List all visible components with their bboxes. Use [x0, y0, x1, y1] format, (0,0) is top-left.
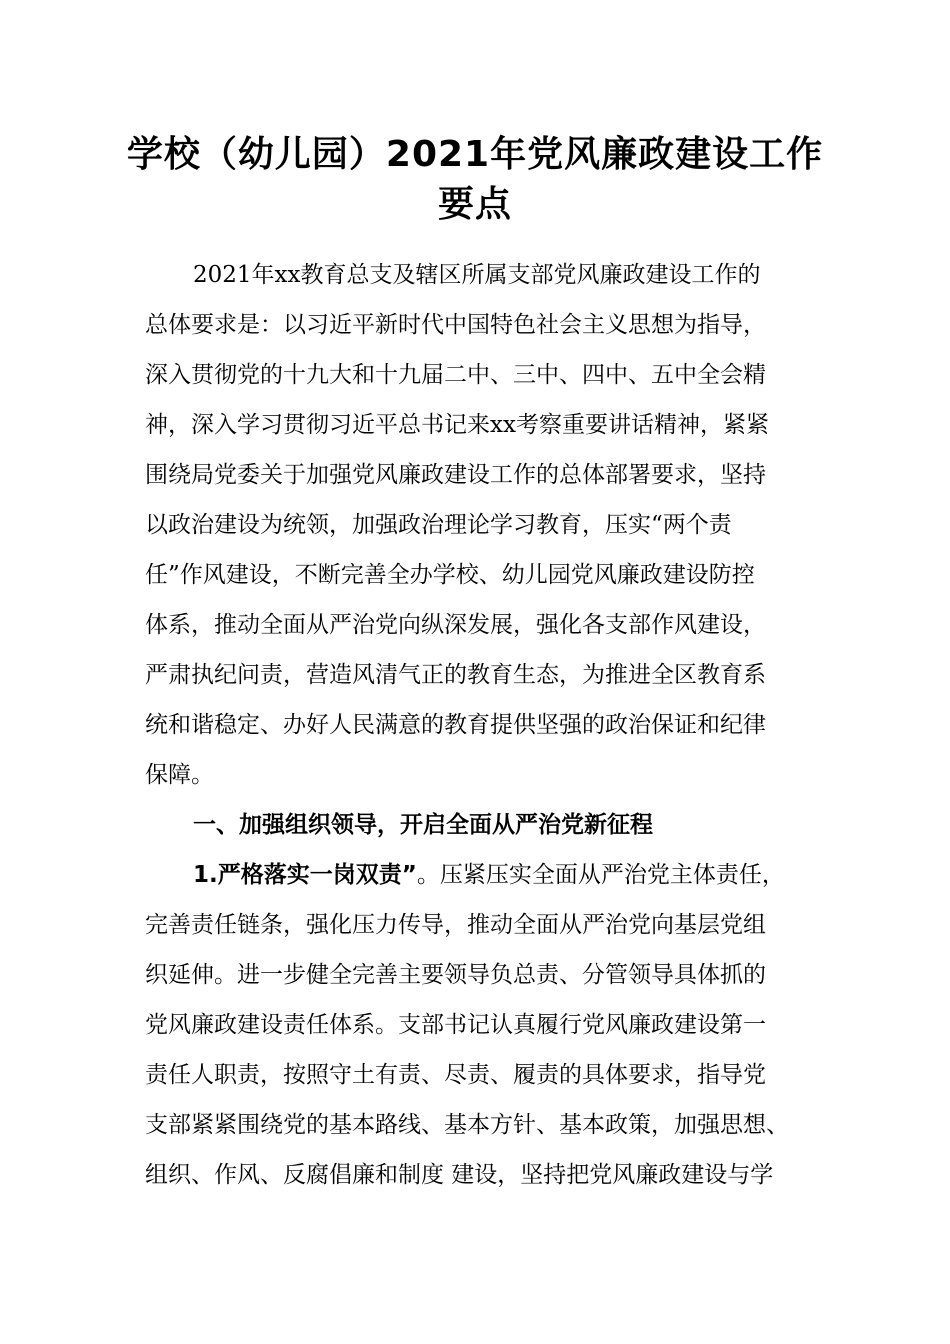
item-1-first-line-rest: 。压紧压实全面从严治党主体责任，	[416, 862, 785, 888]
item-1-line-3: 织延伸。进一步健全完善主要领导负总责、分管领导具体抓的	[145, 962, 766, 988]
intro-line-9: 严肃执纪问责，营造风清气正的教育生态，为推进全区教育系	[145, 662, 766, 688]
item-1-line-4: 党风廉政建设责任体系。支部书记认真履行党风廉政建设第一	[145, 1012, 766, 1038]
intro-line-4: 神，深入学习贯彻习近平总书记来xx考察重要讲话精神，紧紧	[145, 412, 769, 438]
item-1-line-7: 组织、作风、反腐倡廉和制度 建设，坚持把党风廉政建设与学	[145, 1162, 774, 1188]
document-title-line-1: 学校（幼儿园）2021年党风廉政建设工作	[126, 134, 824, 175]
intro-line-6: 以政治建设为统领，加强政治理论学习教育，压实“两个责	[145, 512, 732, 538]
intro-line-2: 总体要求是：以习近平新时代中国特色社会主义思想为指导，	[145, 312, 766, 338]
intro-line-10: 统和谐稳定、办好人民满意的教育提供坚强的政治保证和纪律	[145, 712, 766, 738]
section-1-heading: 一、加强组织领导，开启全面从严治党新征程	[193, 812, 653, 838]
intro-line-7: 任”作风建设，不断完善全办学校、幼儿园党风廉政建设防控	[145, 562, 755, 588]
intro-line-1: 2021年xx教育总支及辖区所属支部党风廉政建设工作的	[193, 262, 761, 288]
intro-line-5: 围绕局党委关于加强党风廉政建设工作的总体部署要求，坚持	[145, 462, 766, 488]
intro-line-8: 体系，推动全面从严治党向纵深发展，强化各支部作风建设，	[145, 612, 766, 638]
document-title-line-2: 要点	[437, 184, 512, 225]
item-1-line-6: 支部紧紧围绕党的基本路线、基本方针、基本政策，加强思想、	[145, 1112, 789, 1138]
item-1-first-line	[193, 860, 785, 890]
intro-line-3: 深入贯彻党的十九大和十九届二中、三中、四中、五中全会精	[145, 362, 766, 388]
item-1-line-5: 责任人职责，按照守土有责、尽责、履责的具体要求，指导党	[145, 1062, 766, 1088]
intro-line-11: 保障。	[145, 762, 214, 788]
item-1-line-2: 完善责任链条，强化压力传导，推动全面从严治党向基层党组	[145, 912, 766, 938]
item-1-bold-lead: 1.严格落实一岗双责”	[193, 862, 417, 888]
